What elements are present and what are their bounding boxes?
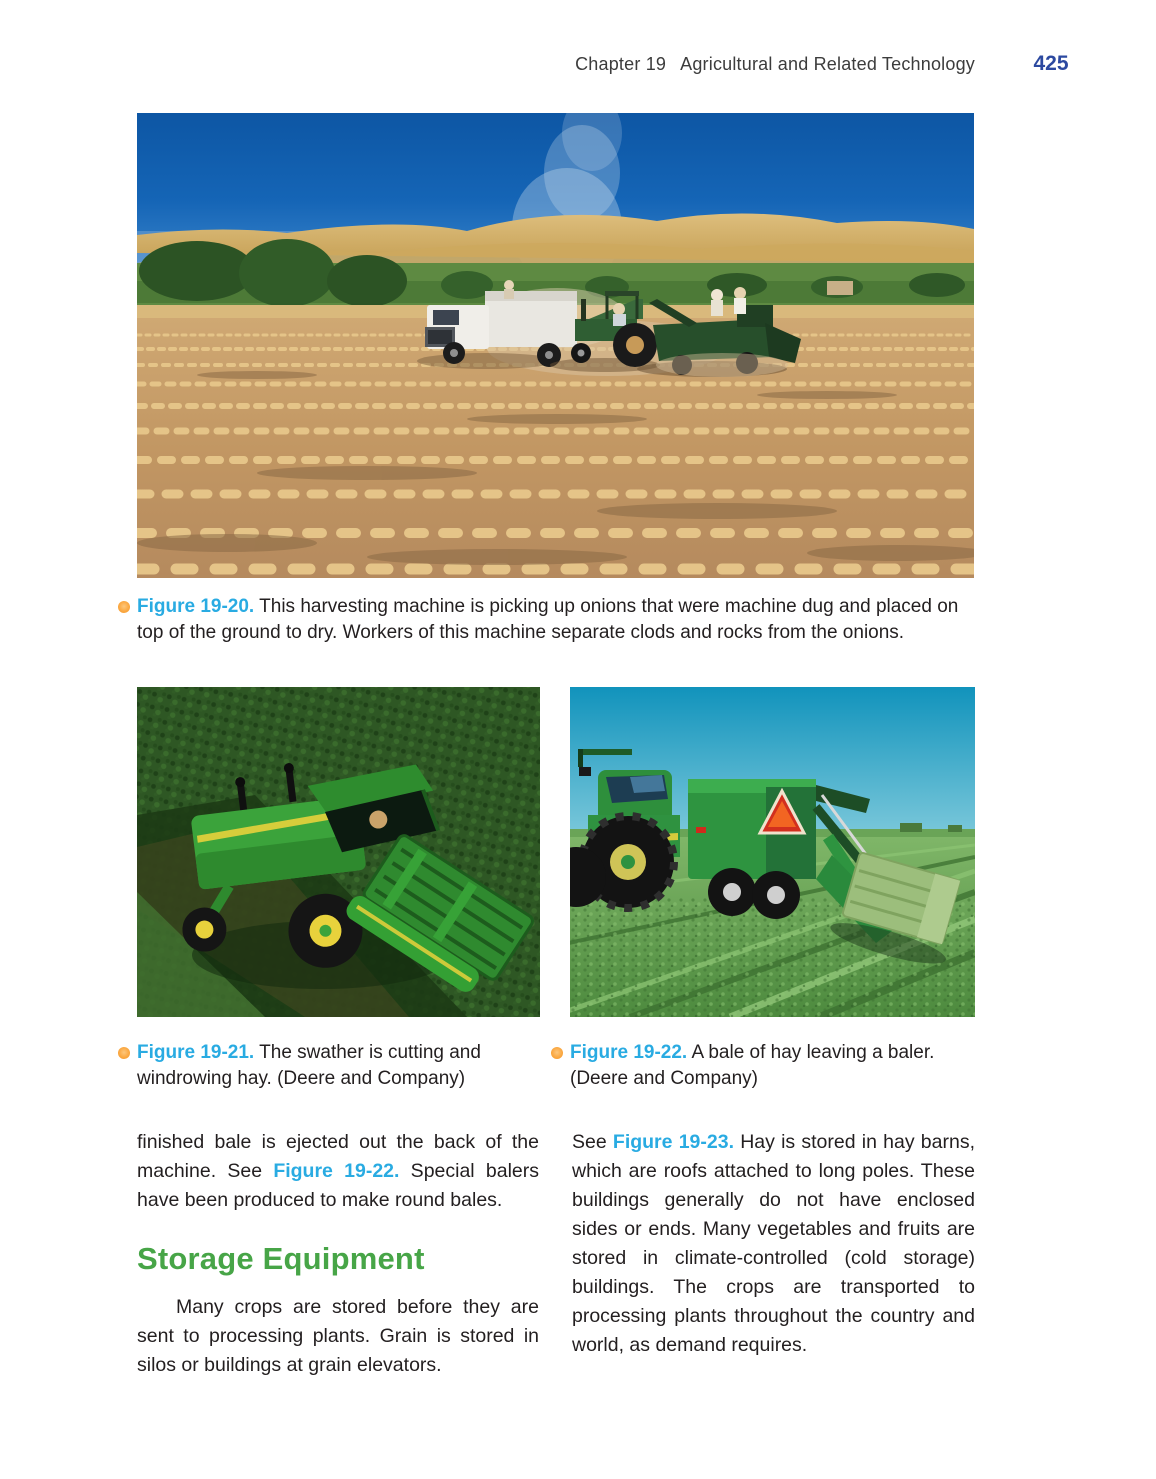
figure-19-21-text: The swather is cutting and windrowing hay. (Deere and Company) (137, 1042, 481, 1089)
figure-19-21-photo (137, 687, 540, 1017)
running-head (575, 54, 975, 75)
onion-harvest-illustration (137, 113, 974, 578)
figure-19-21-label: Figure 19-21. (137, 1042, 255, 1063)
section-heading-storage-equipment: Storage Equipment (137, 1241, 425, 1276)
figure-19-20-label: Figure 19-20. (137, 596, 255, 617)
figure-19-20-photo (137, 113, 974, 578)
figure-19-22-text: A bale of hay leaving a baler. (Deere and Company) (570, 1042, 935, 1089)
paragraph-text: See (572, 1131, 613, 1153)
paragraph-balers (137, 1128, 539, 1215)
right-column (572, 1128, 975, 1360)
paragraph-storage: Many crops are stored before they are sent to processing plants. Grain is stored in silos or buildings at grain elevators. (137, 1296, 539, 1376)
paragraph-text: Hay is stored in hay barns, which are roofs attached to long poles. These buildings generally do not have enclosed sides or ends. Many vegetables and fruits are stored in climate-controlled (cold storage) buildings. The crops are transported to processing plants throughout the country and world, as demand requires. (572, 1131, 975, 1356)
chapter-number: Chapter 19 (575, 54, 667, 74)
figure-19-22-label: Figure 19-22. (570, 1042, 688, 1063)
figure-19-22-caption (570, 1040, 975, 1092)
page-number: 425 (1033, 52, 1069, 75)
paragraph-text: finished bale is ejected out the back of the machine. See (137, 1131, 539, 1182)
left-column (137, 1128, 539, 1380)
orange-dot-icon (551, 1047, 563, 1059)
chapter-title: Agricultural and Related Technology (680, 54, 975, 74)
orange-dot-icon (118, 1047, 130, 1059)
baler-illustration (570, 687, 975, 1017)
figure-19-22-reference: Figure 19-22. (273, 1160, 400, 1182)
figure-19-20-caption (137, 594, 965, 646)
figure-19-20-text: This harvesting machine is picking up onions that were machine dug and placed on top of the ground to dry. Workers of this machine separate clods and rocks from the onions. (137, 596, 959, 643)
page-header (137, 52, 1075, 76)
paragraph-text: Special balers have been produced to make round bales. (137, 1160, 539, 1211)
paragraph-hay-storage (572, 1128, 975, 1360)
figure-19-23-reference: Figure 19-23. (612, 1131, 734, 1153)
swather-illustration (137, 687, 540, 1017)
orange-dot-icon (118, 601, 130, 613)
figure-19-22-photo (570, 687, 975, 1017)
figure-19-21-caption (137, 1040, 537, 1092)
